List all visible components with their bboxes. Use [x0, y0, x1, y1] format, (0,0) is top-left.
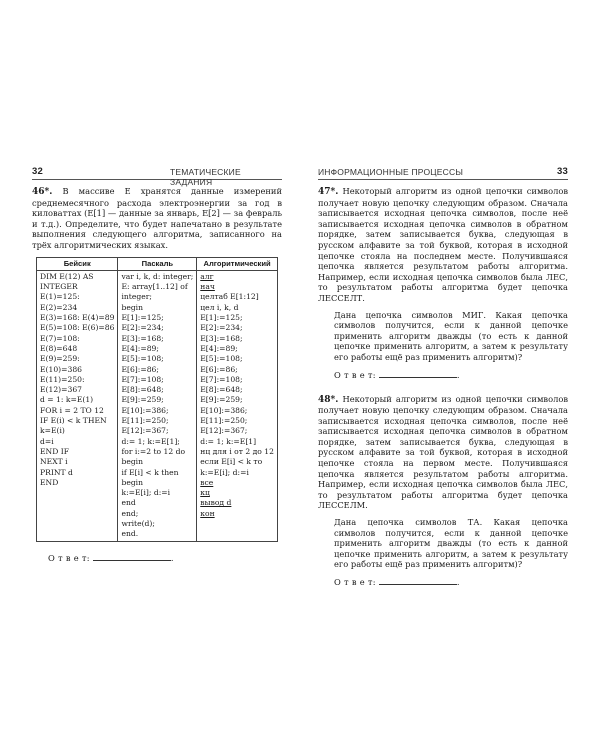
- code-line: IF E(i) < k THEN: [40, 416, 107, 426]
- code-line: если E[i] < k то: [200, 457, 263, 467]
- code-line: k=E(i): [40, 426, 65, 436]
- code-line: E(7)=108:: [40, 333, 80, 343]
- answer-blank[interactable]: [379, 576, 457, 585]
- answer-blank[interactable]: [93, 552, 171, 561]
- code-line: E[4]:=89;: [121, 343, 159, 353]
- code-line: E[5]:=108;: [200, 354, 243, 364]
- answer-label: О т в е т:: [48, 552, 90, 563]
- code-line: целтаб E[1:12]: [200, 292, 259, 302]
- code-line: E[2]:=234;: [200, 323, 243, 333]
- code-line: E[10]:=386;: [200, 405, 248, 415]
- code-line: E[6]:=86;: [200, 364, 238, 374]
- code-line: цел i, k, d: [200, 302, 239, 312]
- code-line: вывод d: [200, 498, 232, 508]
- left-page-header: [32, 165, 282, 187]
- code-line: if E[i] < k then: [121, 467, 179, 477]
- task-text: В массиве Е хранятся данные измерений среднемесячного расхода электроэнергии за год в киловаттах (Е[1] — данные за январь, Е[2] — за февраль и т.д.). Определите, что будет напечатано в результате выполнения следующего алгоритма, записанного на трёх алгоритмических языках.: [32, 186, 282, 250]
- code-line: E[11]:=250;: [200, 416, 248, 426]
- table-header-basic: Бейсик: [37, 257, 118, 270]
- code-line: E(2)=234: [40, 302, 78, 312]
- code-line: integer;: [121, 292, 152, 302]
- code-line: end.: [121, 529, 139, 539]
- code-line: E[10]:=386;: [121, 405, 169, 415]
- task-text: Некоторый алгоритм из одной цепочки символов получает новую цепочку следующим образом. Сначала записывается исходная цепочка символов, после неё записывается исходная цепочка символов в обратном порядке, затем записывается буква, следующая в русском алфавите за той буквой, которая в исходной цепочке стояла на первом месте. Получившаяся цепочка является результатом работы алгоритма. Например, если исходная цепочка символов была ЛЕС, то результатом работы алгоритма будет цепочка ЛЕССЕЛМ.: [318, 393, 569, 511]
- code-line: write(d);: [121, 518, 155, 528]
- pascal-code: [118, 270, 197, 541]
- task-question: Дана цепочка символов ТА. Какая цепочка символов получится, если к данной цепочке применить алгоритм дважды (то есть к данной цепочке применить алгоритм, а затем к результату его работы ещё раз применить алгоритм)?: [334, 517, 568, 570]
- task-number: 48*.: [318, 394, 339, 405]
- code-line: begin: [121, 457, 144, 467]
- code-line: E[7]:=108;: [200, 374, 243, 384]
- code-line: PRINT d: [40, 467, 73, 477]
- code-line: E[7]:=108;: [121, 374, 164, 384]
- code-line: k:=E[i]; d:=i: [200, 467, 249, 477]
- task-number: 47*.: [318, 187, 339, 197]
- code-line: end: [121, 498, 136, 508]
- code-line: for i:=2 to 12 do: [121, 446, 186, 456]
- code-line: E[12]:=367;: [200, 426, 248, 436]
- answer-label: О т в е т:: [334, 369, 376, 380]
- answer-line: [318, 369, 568, 380]
- code-line: алг: [200, 271, 214, 281]
- answer-period: .: [170, 552, 174, 563]
- code-line: E[1]:=125;: [200, 313, 243, 323]
- code-line: E[5]:=108;: [121, 354, 164, 364]
- answer-period: .: [456, 369, 460, 380]
- answer-line: [318, 576, 568, 587]
- code-line: E(1)=125:: [40, 292, 80, 302]
- basic-code: [37, 270, 118, 541]
- code-line: begin: [121, 477, 144, 487]
- code-line: все: [200, 477, 214, 487]
- code-line: d=i: [40, 436, 54, 446]
- code-line: E[8]:=648;: [200, 385, 243, 395]
- right-page-header: [318, 165, 568, 180]
- code-line: E[8]:=648;: [121, 385, 164, 395]
- task-47: [318, 186, 568, 363]
- code-line: нц для i от 2 до 12: [200, 446, 274, 456]
- code-line: E[11]:=250;: [121, 416, 169, 426]
- code-line: NEXT i: [40, 457, 68, 467]
- algorithmic-code: [197, 270, 278, 541]
- code-line: DIM E(12) AS: [40, 271, 94, 281]
- page-number: 32: [32, 166, 43, 177]
- table-header-pascal: Паскаль: [118, 257, 197, 270]
- code-line: FOR i = 2 TO 12: [40, 405, 104, 415]
- code-line: begin: [121, 302, 144, 312]
- code-line: E(3)=168: E(4)=89: [40, 313, 115, 323]
- code-line: кц: [200, 488, 210, 498]
- task-number: 46*.: [32, 187, 53, 197]
- code-line: d:= 1; k:=E[1];: [121, 436, 180, 446]
- task-46: [32, 186, 282, 251]
- table-header-algorithmic: Алгоритмический: [197, 257, 278, 270]
- running-title: ИНФОРМАЦИОННЫЕ ПРОЦЕССЫ: [318, 167, 464, 177]
- code-line: E[4]:=89;: [200, 343, 238, 353]
- code-line: E[6]:=86;: [121, 364, 159, 374]
- code-line: var i, k, d: integer;: [121, 271, 194, 281]
- code-line: E(9)=259:: [40, 354, 80, 364]
- answer-period: .: [456, 577, 460, 587]
- code-line: E(11)=250:: [40, 374, 85, 384]
- code-line: END: [40, 477, 59, 487]
- right-page: [318, 165, 568, 587]
- algorithm-table: [36, 257, 278, 542]
- answer-blank[interactable]: [379, 369, 457, 378]
- code-line: E[9]:=259;: [200, 395, 243, 405]
- code-line: E[12]:=367;: [121, 426, 169, 436]
- code-line: k:=E[i]; d:=i: [121, 488, 171, 498]
- code-line: E[1]:=125;: [121, 313, 164, 323]
- answer-label: О т в е т:: [334, 577, 376, 587]
- code-line: E[9]:=259;: [121, 395, 164, 405]
- answer-line: [32, 552, 282, 563]
- left-page: [32, 165, 282, 563]
- page-number: 33: [557, 166, 568, 177]
- code-line: INTEGER: [40, 282, 78, 292]
- code-line: нач: [200, 282, 215, 292]
- code-line: кон: [200, 508, 215, 518]
- code-line: E: array[1..12] of: [121, 282, 188, 292]
- code-line: E(12)=367: [40, 385, 82, 395]
- code-line: E[3]:=168;: [200, 333, 243, 343]
- code-line: E(10)=386: [40, 364, 82, 374]
- running-title: ТЕМАТИЧЕСКИЕ ЗАДАНИЯ: [170, 167, 241, 187]
- code-line: E(8)=648: [40, 343, 78, 353]
- code-line: d = 1: k=E(1): [40, 395, 94, 405]
- code-line: E[2]:=234;: [121, 323, 164, 333]
- code-line: END IF: [40, 446, 69, 456]
- code-line: E[3]:=168;: [121, 333, 164, 343]
- task-question: Дана цепочка символов МИГ. Какая цепочка символов получится, если к данной цепочке применить алгоритм дважды (то есть к данной цепочке применить алгоритм, а затем к результату его работы ещё раз применить алгоритм)?: [334, 309, 568, 362]
- code-line: end;: [121, 508, 139, 518]
- task-text: Некоторый алгоритм из одной цепочки символов получает новую цепочку следующим образом. Сначала записывается исходная цепочка символов, после неё записывается исходная цепочка символов в обратном порядке, затем записывается буква, следующая в русском алфавите за той буквой, которая в исходной цепочке стояла на последнем месте. Получившаяся цепочка является результатом работы алгоритма. Например, если исходная цепочка символов была ЛЕС, то результатом работы алгоритма будет цепочка ЛЕССЕЛТ.: [318, 186, 569, 303]
- task-48: [318, 394, 568, 571]
- code-line: d:= 1; k:=E[1]: [200, 436, 257, 446]
- code-line: E(5)=108: E(6)=86: [40, 323, 115, 333]
